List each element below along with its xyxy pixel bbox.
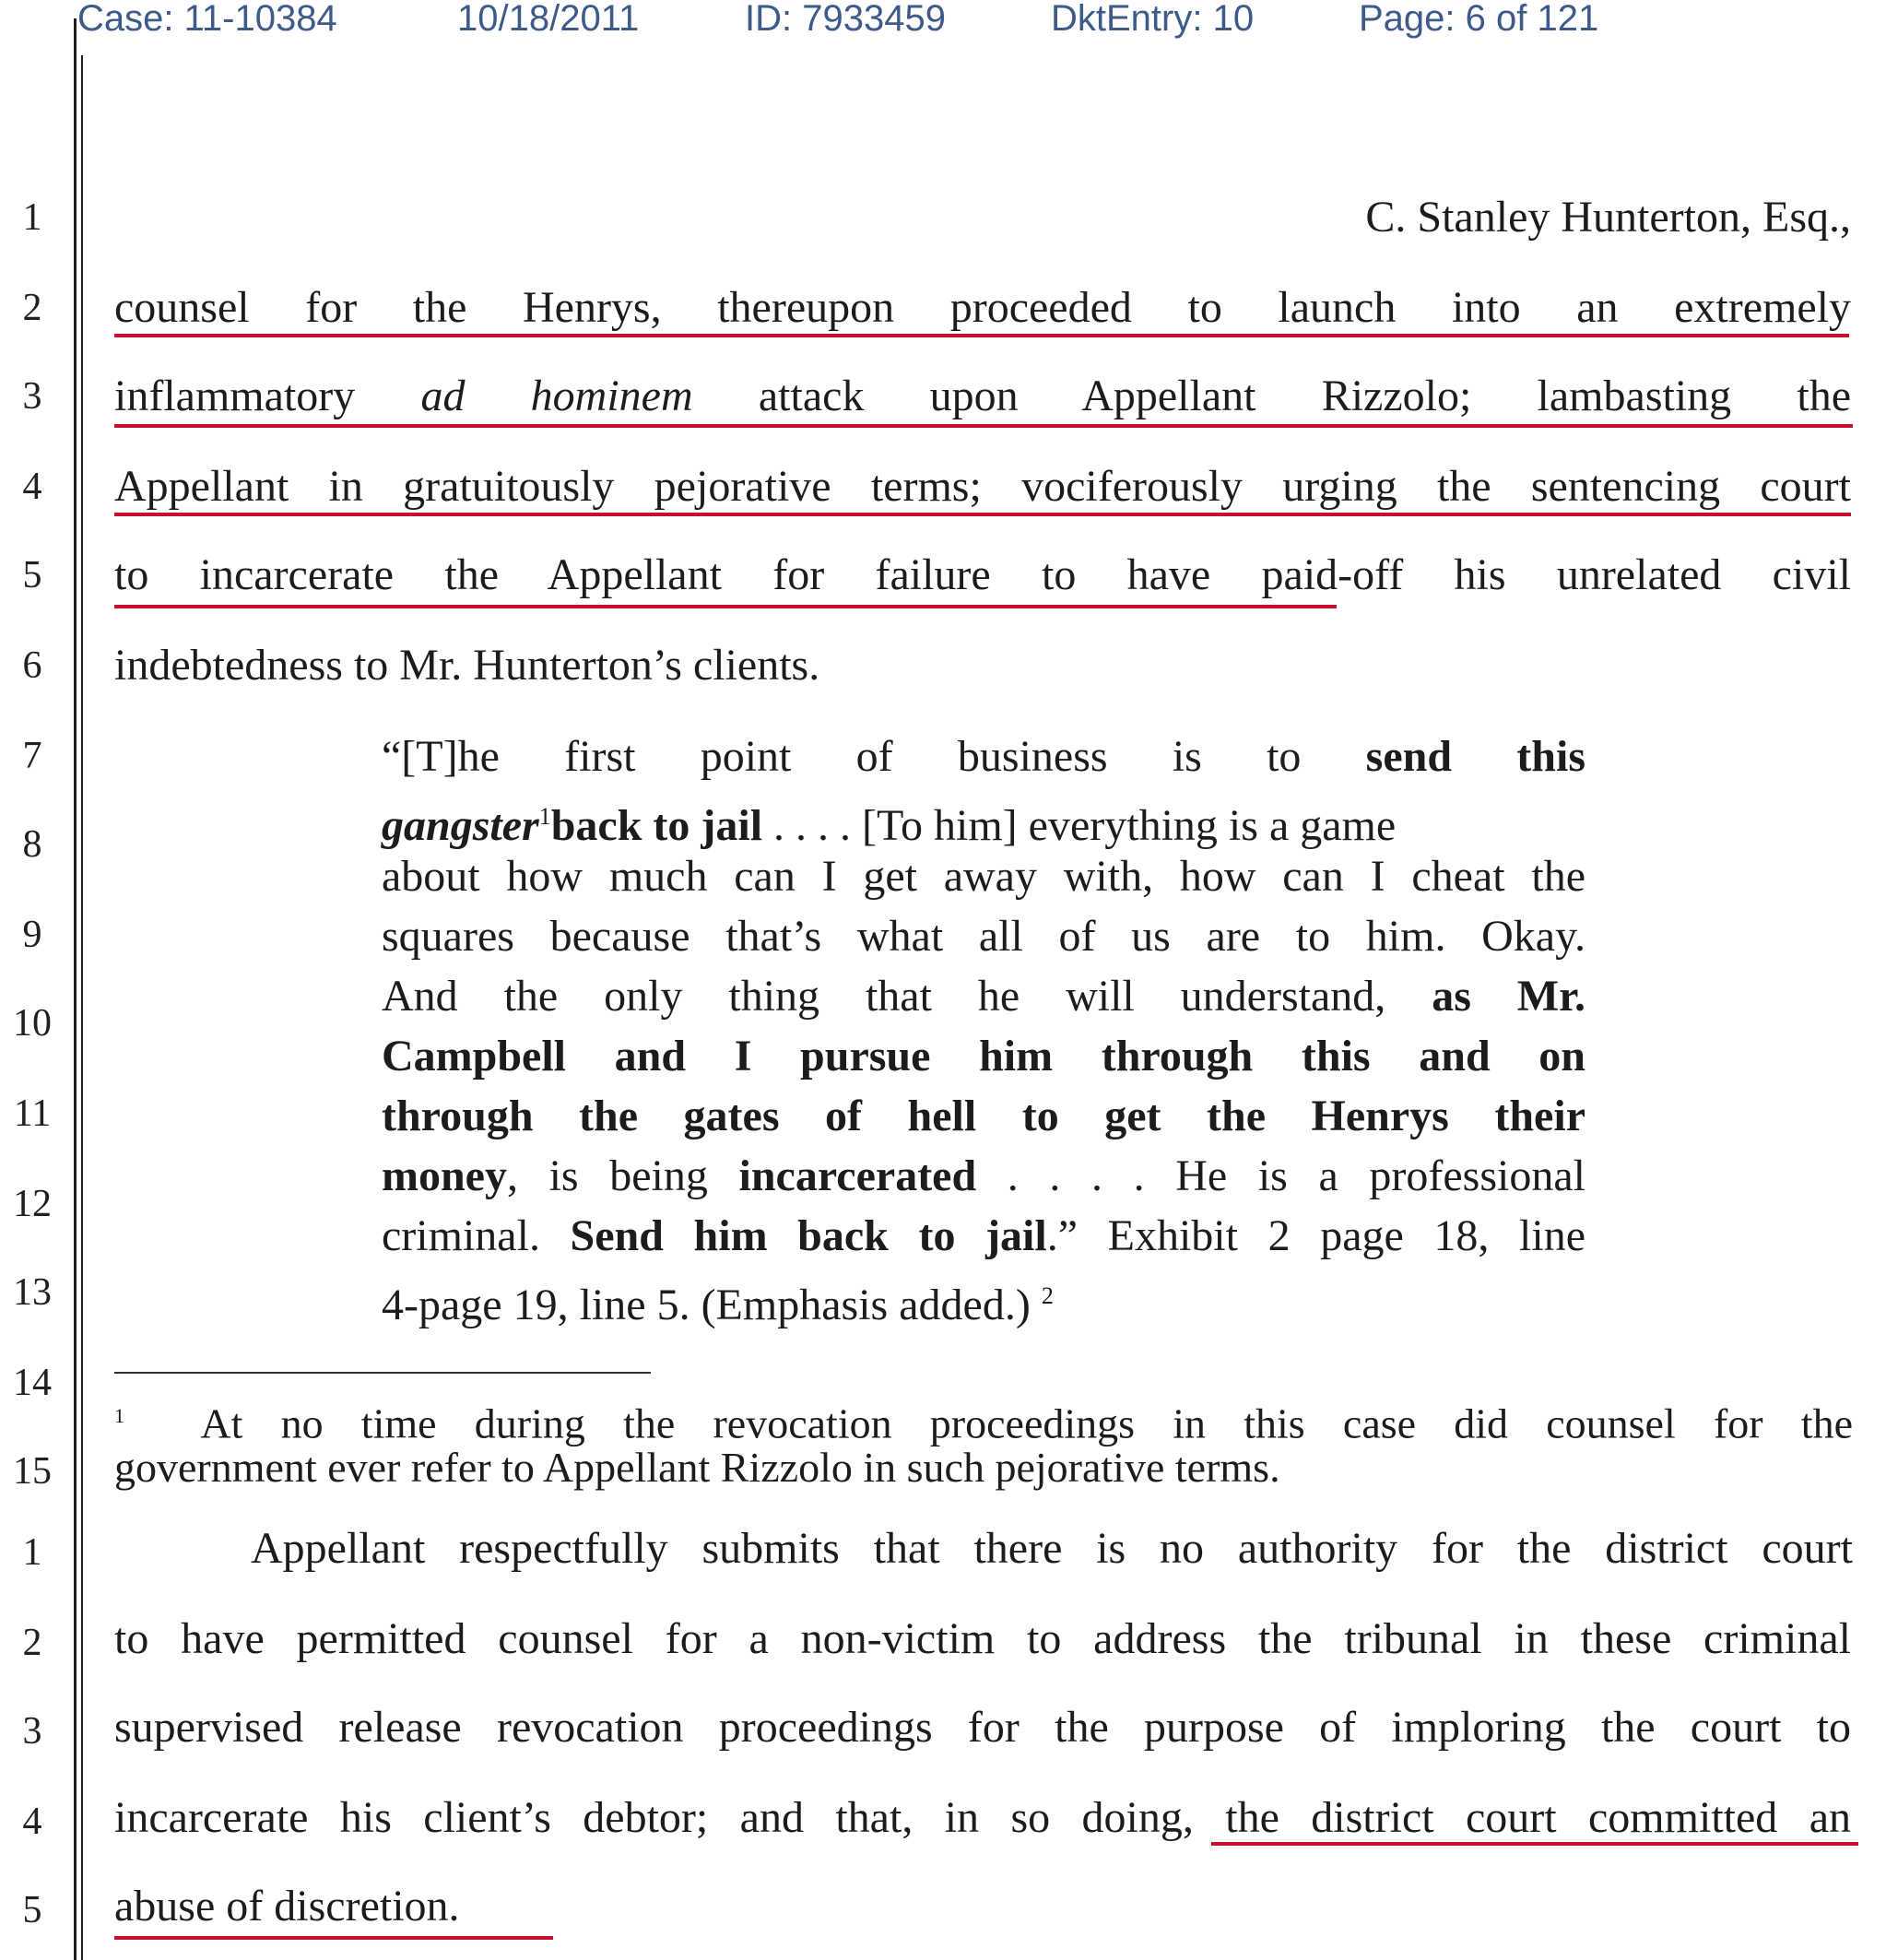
body-line-4: Appellant in gratuitously pejorative terms; vociferously urging the sentencing court	[114, 462, 1851, 511]
latin-phrase: ad hominem	[420, 372, 693, 420]
quote-text: “[T]he first point of business is to	[382, 732, 1366, 781]
line-number: 3	[22, 1710, 42, 1753]
quote-emphasis: send this	[1365, 732, 1585, 781]
line-number: 5	[22, 554, 42, 596]
footnote-ref: 2	[1041, 1282, 1054, 1309]
body-text: the district court committed an	[1225, 1793, 1851, 1842]
quote-line	[382, 966, 1585, 1026]
line-number: 5	[22, 1889, 42, 1931]
body2-line-5: abuse of discretion.	[114, 1882, 460, 1930]
docket-entry: DktEntry: 10	[1051, 0, 1255, 39]
quote-emphasis: through the gates of hell to get the Henrys their	[382, 1092, 1585, 1140]
quote-line: squares because that’s what all of us are to him. Okay.	[382, 912, 1585, 961]
document-id: ID: 7933459	[745, 0, 946, 39]
case-header	[77, 0, 1829, 42]
body-text: attack upon Appellant Rizzolo; lambasting the	[692, 372, 1852, 420]
body2-line-3: supervised release revocation proceedings for the purpose of imploring the court to	[114, 1703, 1851, 1752]
line-number: 15	[13, 1450, 52, 1493]
quote-line	[382, 1206, 1585, 1266]
page-indicator: Page: 6 of 121	[1359, 0, 1599, 39]
quote-emphasis: as Mr.	[1432, 972, 1586, 1021]
filing-date: 10/18/2011	[457, 0, 640, 39]
quote-line	[382, 1026, 1585, 1086]
body-line-5: to incarcerate the Appellant for failure to have paid-off his unrelated civil	[114, 550, 1851, 599]
quote-line: about how much can I get away with, how can I cheat the	[382, 852, 1585, 901]
margin-rule-inner	[81, 55, 83, 1960]
quote-emphasis: Send him back to jail	[570, 1211, 1047, 1260]
line-number: 6	[22, 644, 42, 687]
footnote-separator	[114, 1372, 651, 1374]
body-line-6: indebtedness to Mr. Hunterton’s clients.	[114, 641, 820, 690]
footnote-text: At no time during the revocation proceedings in this case did counsel for the	[200, 1399, 1853, 1447]
body-line-2: counsel for the Henrys, thereupon proceeded to launch into an extremely	[114, 283, 1851, 332]
red-underline	[114, 1936, 553, 1940]
quote-line	[382, 1086, 1585, 1146]
red-underline	[114, 513, 1851, 516]
line-number: 1	[22, 196, 42, 239]
quote-line	[382, 786, 1585, 850]
footnote-line	[114, 1394, 1853, 1446]
red-underline	[114, 424, 1853, 428]
quote-text: .” Exhibit 2 page 18, line	[1046, 1211, 1585, 1260]
quote-text: criminal.	[382, 1211, 571, 1260]
body2-line-1: Appellant respectfully submits that there is no authority for the district court	[251, 1524, 1853, 1573]
line-number: 8	[22, 823, 42, 866]
quote-text: . . . . He is a professional	[976, 1151, 1586, 1200]
footnote-line: government ever refer to Appellant Rizzolo in such pejorative terms.	[114, 1444, 1280, 1492]
body-text: inflammatory	[114, 372, 421, 420]
case-number: Case: 11-10384	[77, 0, 337, 39]
quote-text: 4-page 19, line 5. (Emphasis added.)	[382, 1281, 1031, 1329]
body2-line-2: to have permitted counsel for a non-victim to address the tribunal in these criminal	[114, 1614, 1851, 1663]
quote-text: And the only thing that he will understand,	[382, 972, 1432, 1021]
footnote-ref: 1	[538, 803, 551, 830]
line-number: 9	[22, 914, 42, 956]
body-line-3	[114, 369, 1851, 424]
body-line-1: C. Stanley Hunterton, Esq.,	[1365, 193, 1851, 242]
line-number: 4	[22, 1801, 42, 1843]
quote-emphasis: back to jail	[550, 801, 763, 850]
quote-emphasis: gangster	[382, 801, 539, 850]
quote-text: , is being	[506, 1151, 739, 1200]
line-number: 12	[13, 1183, 52, 1225]
line-number: 4	[22, 466, 42, 508]
line-number: 13	[13, 1271, 52, 1314]
line-number: 2	[22, 1622, 42, 1664]
block-quote	[382, 726, 1586, 1329]
quote-line	[382, 726, 1585, 786]
red-underline	[1211, 1842, 1858, 1846]
quote-text: . . . . [To him] everything is a game	[762, 801, 1397, 850]
quote-emphasis: Campbell and I pursue him through this and on	[382, 1032, 1585, 1080]
line-number: 1	[22, 1531, 42, 1574]
body-text: incarcerate his client’s debtor; and that, in so doing,	[114, 1793, 1226, 1842]
footnote-marker: 1	[114, 1404, 124, 1427]
line-number: 3	[22, 375, 42, 418]
body2-line-4	[114, 1790, 1851, 1846]
margin-rule-outer	[74, 18, 77, 1960]
quote-emphasis: money	[382, 1151, 507, 1200]
line-number: 14	[13, 1362, 52, 1404]
quote-line	[382, 1146, 1585, 1206]
line-number: 11	[13, 1092, 52, 1135]
line-number: 7	[22, 735, 42, 777]
line-number: 2	[22, 287, 42, 329]
red-underline	[114, 605, 1337, 608]
quote-line	[382, 1266, 1585, 1329]
red-underline	[114, 334, 1849, 337]
line-number: 10	[13, 1002, 52, 1045]
quote-emphasis: incarcerated	[738, 1151, 977, 1200]
footnote	[114, 1394, 1853, 1490]
